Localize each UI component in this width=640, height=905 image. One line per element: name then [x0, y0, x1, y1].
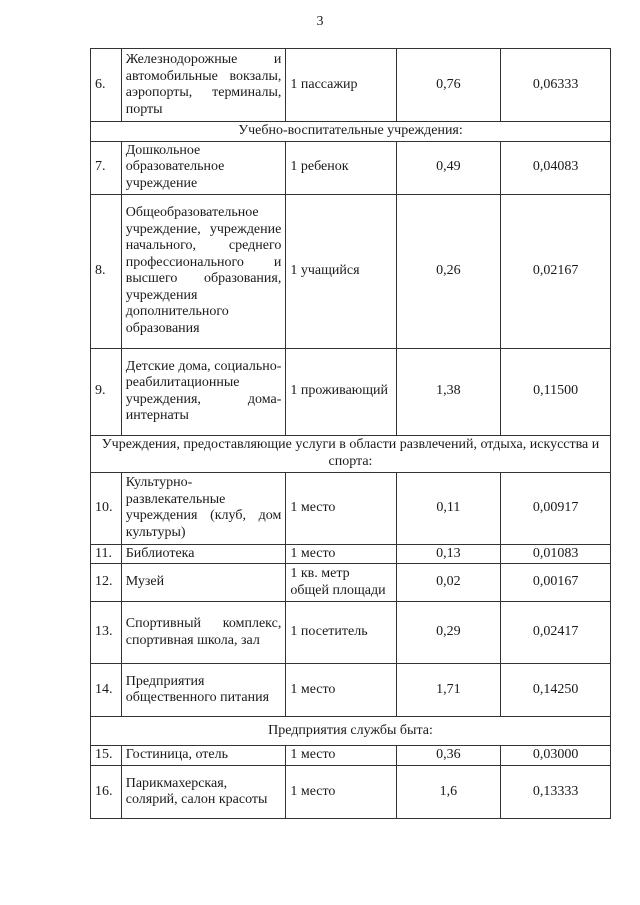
row-number: 11. [91, 544, 122, 564]
norm-value: 1,38 [396, 348, 501, 435]
norm-value-monthly: 0,13333 [501, 766, 611, 819]
norm-value: 0,36 [396, 746, 501, 766]
norm-value-monthly: 0,01083 [501, 544, 611, 564]
norm-value: 1,6 [396, 766, 501, 819]
section-heading: Предприятия службы быта: [91, 717, 611, 746]
norms-table [90, 48, 611, 819]
unit-of-measure: 1 пассажир [286, 49, 396, 122]
table-row [91, 49, 611, 122]
unit-of-measure: 1 место [286, 664, 396, 717]
table-row [91, 472, 611, 544]
norm-value: 0,76 [396, 49, 501, 122]
norm-value: 0,11 [396, 472, 501, 544]
facility-name: Железнодорожные и автомобильные вокзалы, аэропорты, терминалы, порты [121, 49, 286, 122]
norm-value-monthly: 0,03000 [501, 746, 611, 766]
row-number: 13. [91, 602, 122, 664]
norm-value-monthly: 0,02167 [501, 194, 611, 348]
norm-value: 0,29 [396, 602, 501, 664]
table-row [91, 141, 611, 194]
facility-name: Парикмахерская, солярий, салон красоты [121, 766, 286, 819]
row-number: 9. [91, 348, 122, 435]
table-row [91, 194, 611, 348]
unit-of-measure: 1 ребенок [286, 141, 396, 194]
norm-value: 0,02 [396, 564, 501, 602]
facility-name: Предприятия общественного питания [121, 664, 286, 717]
row-number: 12. [91, 564, 122, 602]
unit-of-measure: 1 кв. метр общей площади [286, 564, 396, 602]
facility-name: Детские дома, социально-реабилитационные учреждения, дома-интернаты [121, 348, 286, 435]
unit-of-measure: 1 проживающий [286, 348, 396, 435]
row-number: 8. [91, 194, 122, 348]
row-number: 16. [91, 766, 122, 819]
norm-value-monthly: 0,00917 [501, 472, 611, 544]
facility-name: Гостиница, отель [121, 746, 286, 766]
facility-name: Дошкольное образовательное учреждение [121, 141, 286, 194]
section-row [91, 435, 611, 472]
section-row [91, 717, 611, 746]
facility-name: Общеобразовательное учреждение, учреждение начального, среднего профессионального и высшего образования, учреждения дополнительного образования [121, 194, 286, 348]
row-number: 10. [91, 472, 122, 544]
norm-value-monthly: 0,11500 [501, 348, 611, 435]
norm-value: 1,71 [396, 664, 501, 717]
table-row [91, 348, 611, 435]
norm-value-monthly: 0,02417 [501, 602, 611, 664]
row-number: 6. [91, 49, 122, 122]
norm-value-monthly: 0,04083 [501, 141, 611, 194]
row-number: 7. [91, 141, 122, 194]
table-row [91, 746, 611, 766]
table-row [91, 602, 611, 664]
norm-value-monthly: 0,00167 [501, 564, 611, 602]
table-row [91, 766, 611, 819]
row-number: 14. [91, 664, 122, 717]
facility-name: Музей [121, 564, 286, 602]
norm-value-monthly: 0,14250 [501, 664, 611, 717]
unit-of-measure: 1 место [286, 472, 396, 544]
table-row [91, 664, 611, 717]
facility-name: Библиотека [121, 544, 286, 564]
section-row [91, 122, 611, 142]
norm-value: 0,13 [396, 544, 501, 564]
unit-of-measure: 1 место [286, 544, 396, 564]
facility-name: Спортивный комплекс, спортивная школа, зал [121, 602, 286, 664]
norm-value: 0,49 [396, 141, 501, 194]
page-number: 3 [316, 14, 324, 29]
section-heading: Учебно-воспитательные учреждения: [91, 122, 611, 142]
norm-value-monthly: 0,06333 [501, 49, 611, 122]
table-row [91, 564, 611, 602]
facility-name: Культурно-развлекательные учреждения (клуб, дом культуры) [121, 472, 286, 544]
section-heading: Учреждения, предоставляющие услуги в области развлечений, отдыха, искусства и спорта: [91, 435, 611, 472]
unit-of-measure: 1 учащийся [286, 194, 396, 348]
unit-of-measure: 1 место [286, 766, 396, 819]
norm-value: 0,26 [396, 194, 501, 348]
row-number: 15. [91, 746, 122, 766]
table-row [91, 544, 611, 564]
unit-of-measure: 1 место [286, 746, 396, 766]
unit-of-measure: 1 посетитель [286, 602, 396, 664]
